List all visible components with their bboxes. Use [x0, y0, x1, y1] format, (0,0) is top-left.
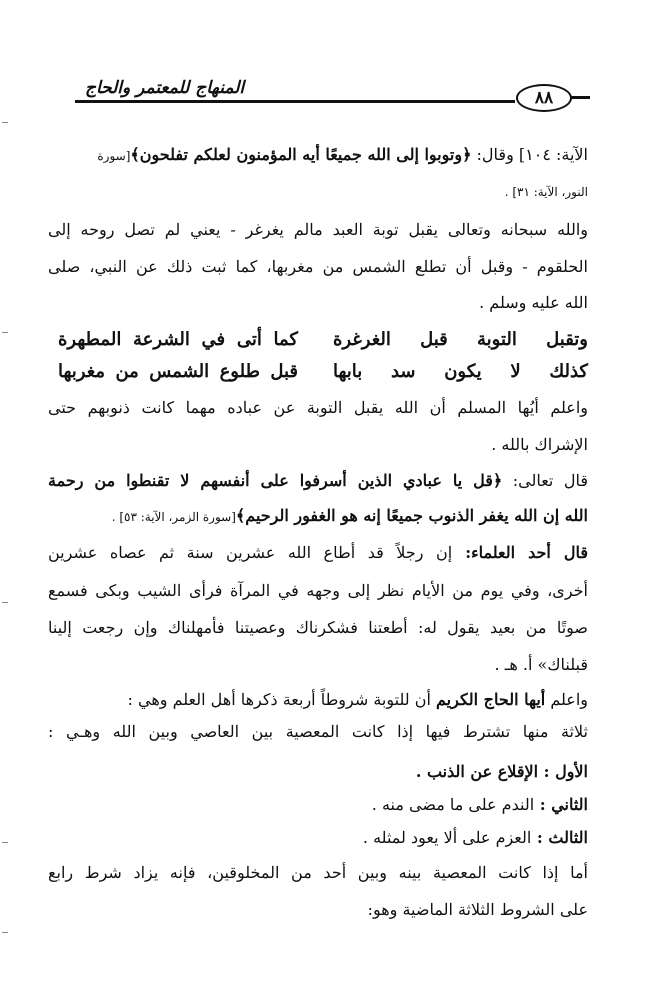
scan-mark — [2, 332, 8, 333]
page-header — [75, 78, 590, 108]
condition-item — [48, 792, 588, 820]
poem-hemistich: قبل طلوع الشمس من مغربها — [58, 361, 298, 382]
text-line: صوتًا من بعيد يقول له: أطعتنا فشكرناك وعصيتنا فأمهلناك وإن رجعت إلينا — [48, 618, 588, 637]
text-line: قبلناك» أ. هـ . — [494, 655, 588, 674]
text-line: الحلقوم - وقبل أن تطلع الشمس من مغربها، كما ثبت ذلك عن النبي، صلى — [48, 257, 588, 276]
scholar-quote: إن رجلاً قد أطاع الله عشرين سنة ثم عصاه عشرين — [48, 543, 453, 562]
scholar-label: قال أحد العلماء: — [452, 543, 588, 562]
surah-ref: [سورة الزمر، الآية: ٥٣] . — [111, 510, 236, 524]
running-title: المنهاج للمعتمر والحاج — [85, 78, 245, 98]
text-line: على الشروط الثلاثة الماضية وهو: — [367, 900, 588, 919]
text-run: أن للتوبة شروطاً أربعة ذكرها أهل العلم وهي : — [127, 690, 437, 709]
quote-intro: قال تعالى: — [502, 471, 588, 490]
scan-mark — [2, 842, 8, 843]
quran-verse: الله إن الله يغفر الذنوب جميعًا إنه هو الغفور الرحيم﴾ — [235, 506, 588, 525]
condition-item — [48, 825, 588, 853]
text-line — [48, 540, 588, 568]
text-line: والله سبحانه وتعالى يقبل توبة العبد مالم يغرغر - يعني لم تصل روحه إلى — [48, 220, 588, 239]
text-run: واعلم — [545, 690, 588, 709]
address-label: أيها الحاج الكريم — [436, 690, 546, 709]
scan-mark — [2, 602, 8, 603]
text-line — [48, 178, 588, 206]
condition-text: الإقلاع عن الذنب . — [415, 762, 539, 781]
text-line: الإشراك بالله . — [491, 435, 588, 454]
condition-text: الندم على ما مضى منه . — [371, 795, 535, 814]
surah-ref: النور، الآية: ٣١] . — [504, 185, 588, 199]
text-line — [48, 142, 588, 170]
text-line: الله عليه وسلم . — [479, 293, 588, 312]
text-line: واعلم أيُها المسلم أن الله يقبل التوبة عن عباده مهما كانت ذنوبهم حتى — [48, 398, 588, 417]
text-line: أخرى، وفي يوم من الأيام نظر إلى وجهه في المرآة فرأى الشيب وبكى فسمع — [48, 581, 588, 600]
text-line — [48, 687, 588, 715]
quran-verse: ﴿وتوبوا إلى الله جميعًا أيه المؤمنون لعلكم تفلحون﴾ — [130, 145, 472, 164]
poem-hemistich: كذلك لا يكون سد بابها — [333, 361, 588, 382]
text-line — [48, 468, 588, 496]
header-rule — [75, 100, 515, 103]
condition-label: الثاني : — [534, 795, 588, 814]
page-number: ٨٨ — [516, 84, 572, 112]
condition-label: الثالث : — [531, 828, 588, 847]
text-line — [48, 503, 588, 531]
condition-item — [48, 759, 588, 787]
header-rule-right — [570, 96, 590, 99]
poem-hemistich: وتقبل التوبة قبل الغرغرة — [333, 329, 588, 350]
scan-mark — [2, 932, 8, 933]
text-line: أما إذا كانت المعصية بينه وبين أحد من المخلوقين، فإنه يزاد شرط رابع — [48, 863, 588, 882]
verse-ref-end: الآية: ١٠٤] وقال: — [471, 145, 588, 164]
condition-label: الأول : — [538, 762, 588, 781]
poem-hemistich: كما أتى في الشرعة المطهرة — [58, 329, 298, 350]
surah-ref: [سورة — [97, 149, 131, 163]
text-line: ثلاثة منها تشترط فيها إذا كانت المعصية بين العاصي وبين الله وهـي : — [48, 722, 588, 741]
scan-mark — [2, 122, 8, 123]
condition-text: العزم على ألا يعود لمثله . — [362, 828, 532, 847]
quran-verse: ﴿قل يا عبادي الذين أسرفوا على أنفسهم لا تقنطوا من رحمة — [48, 471, 503, 490]
